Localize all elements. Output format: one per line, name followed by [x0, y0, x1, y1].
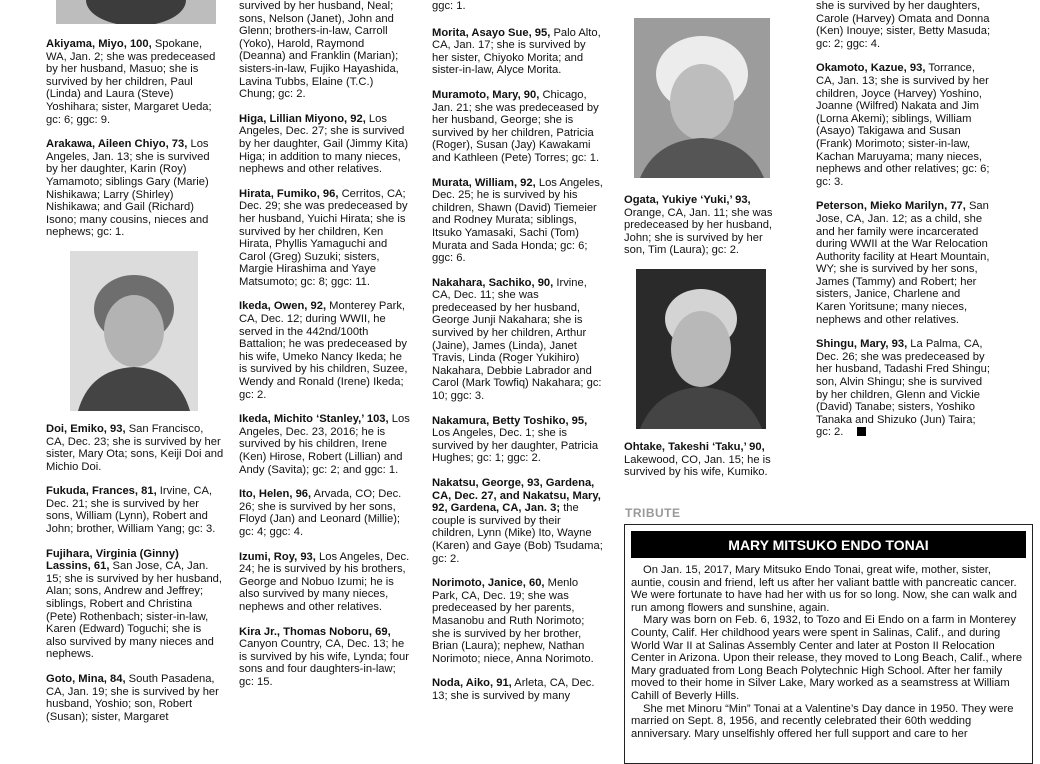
obituary-entry [46, 548, 224, 661]
obituary-name: Ito, Helen, 96, [239, 488, 312, 501]
obituary-text: Orange, CA, Jan. 11; she was predeceased by her husband, John; she is survived by her son, Tim (Laura); gc: 2. [624, 206, 773, 257]
obituary-text: Cerritos, CA; Dec. 29; she was predeceased by her husband, Yuichi Hirata; she is survived by her children, Ken Hirata, Phyllis Yamaguchi and Carol (Greg) Suzuki; sisters, Margie Hirashima and Yaye Matsumoto; gc: 8; ggc: 11. [239, 187, 408, 288]
obituary-text: Los Angeles, Dec. 24; he is survived by his brothers, George and Nobuo Izumi; he is also survived by many nieces, nephews and other relatives. [239, 550, 410, 613]
portrait-photo-fragment [56, 0, 216, 24]
obituary-text: Monterey Park, CA, Dec. 12; during WWII, he served in the 442nd/100th Battalion; he was predeceased by his wife, Umeko Nancy Ikeda; he is survived by his children, Suzee, Wendy and Ronald (Irene) Ikeda; gc: 2. [239, 300, 408, 401]
obituary-text: Palo Alto, CA, Jan. 17; she is survived by her sister, Chiyoko Morita; and sister-in-law, Alyce Morita. [432, 26, 601, 77]
portrait-illustration [634, 18, 770, 178]
tribute-paragraph: She met Minoru “Min” Tonai at a Valentine’s Day dance in 1950. They were married on Sept. 8, 1956, and recently celebrated their 60th wedding anniversary. Mary unselfishly offered her full support and care to her [631, 702, 1014, 740]
obituary-name: Peterson, Mieko Marilyn, 77, [816, 200, 966, 213]
obituary-entry [432, 177, 604, 265]
obituary-name: Ogata, Yukiye ‘Yuki,’ 93, [624, 194, 751, 206]
obituary-text: Lakewood, CO, Jan. 15; he is survived by his wife, Kumiko. [624, 453, 771, 479]
obituary-name: Fukuda, Frances, 81, [46, 485, 157, 498]
obituary-continuation: she is survived by her daughters, Carole (Harvey) Omata and Donna (Ken) Inouye; sister, Betty Masuda; gc: 2; ggc: 4. [816, 0, 991, 50]
obituary-entry [432, 677, 604, 702]
column-5 [816, 0, 992, 451]
obituary-text: Menlo Park, CA, Dec. 19; she was predeceased by her parents, Masanobu and Ruth Norimoto; she is survived by her brother, Brian (Laura); nephew, Nathan Norimoto; niece, Anna Norimoto. [432, 577, 594, 665]
obituary-text: San Francisco, CA, Dec. 23; she is survived by her sister, Mary Ota; sons, Keiji Doi and Michio Doi. [46, 422, 224, 473]
obituary-name: Hirata, Fumiko, 96, [239, 187, 339, 200]
obituary-text: Irvine, CA, Dec. 21; she is survived by her sons, William (Lynn), Robert and John; brother, William Yang; gc: 3. [46, 485, 216, 536]
tribute-title: MARY MITSUKO ENDO TONAI [631, 531, 1026, 558]
obituary-entry [432, 577, 604, 665]
portrait-photo-yukiye-ogata [634, 18, 770, 178]
obituary-text: Canyon Country, CA, Dec. 13; he is survived by his wife, Lynda; four sons and four daughters-in-law; gc: 15. [239, 638, 409, 688]
obituary-name: Muramoto, Mary, 90, [432, 88, 540, 101]
obituary-entry [46, 673, 224, 723]
tribute-paragraph: Mary was born on Feb. 6, 1932, to Tozo and Ei Endo on a farm in Monterey County, Calif. Her childhood years were spent in Salinas, Calif., and during World War II at Salinas Assembly Center and later at Poston II Relocation Center in Arizona. Upon their release, they moved to Long Beach, Calif., where Mary graduated from Long Beach Polytechnic High School. After her family moved to their home in Silver Lake, Mary worked as a seamstress at William Cahill of Beverly Hills. [631, 614, 1023, 702]
obituary-text: Los Angeles, Jan. 13; she is survived by her daughter, Karin (Roy) Yamamoto; siblings Gary (Marie) Nishikawa; Larry (Shirley) Nishikawa; and Gail (Richard) Isono; many cousins, nieces and nephews; gc: 1. [46, 138, 210, 239]
obituary-name: Nakatsu, George, 93, Gardena, CA, Dec. 27, and Nakatsu, Mary, 92, Gardena, CA, Jan. 3; [432, 477, 601, 515]
obituary-entry [432, 477, 604, 565]
obituary-entry [239, 488, 411, 538]
obituary-name: Ikeda, Michito ‘Stanley,’ 103, [239, 413, 389, 426]
obituary-name: Akiyama, Miyo, 100, [46, 38, 152, 50]
obituary-name: Fujihara, Virginia (Ginny) Lassins, 61, [46, 547, 179, 573]
obituary-text: Chicago, Jan. 21; she was predeceased by her husband, George; she is survived by her children, Patricia (Roger), Susan (Jay) Kawakami and Kathleen (Pete) Torres; gc: 1. [432, 88, 600, 164]
obituary-text: Arvada, CO; Dec. 26; she is survived by her sons, Floyd (Jan) and Leonard (Millie); gc: 4; ggc: 4. [239, 488, 402, 538]
obituary-entry [239, 113, 411, 176]
portrait-illustration [636, 269, 766, 429]
obituary-text: Spokane, WA, Jan. 2; she was predeceased by her husband, Masuo; she is survived by her children, Paul (Linda) and Laura (Steve) Yoshihara; sister, Margaret Ueda; gc: 6; ggc: 9. [46, 38, 216, 126]
obituary-entry [624, 194, 784, 257]
obituary-entry [432, 27, 604, 77]
obituary-continuation: ggc: 1. [432, 0, 466, 12]
obituary-entry [432, 277, 604, 403]
obituary-text: San Jose, CA, Jan. 15; she is survived by her husband, Alan; sons, Andrew and Jeffrey; siblings, Robert and Christina (Pete) Rothenbach; sister-in-law, Karen (Edward) Toguchi; she is also survived by many nieces and nephews. [46, 560, 222, 661]
obituary-name: Ohtake, Takeshi ‘Taku,’ 90, [624, 440, 765, 453]
obituary-name: Morita, Asayo Sue, 95, [432, 26, 551, 39]
obituary-text: San Jose, CA, Jan. 12; as a child, she and her family were incarcerated during WWII at the War Relocation Authority facility at Heart Mountain, WY; she is survived by her sons, James (Tammy) and Robert; her sisters, Janice, Charlene and Karen Yoritsune; many nieces, nephews and other relatives. [816, 200, 990, 326]
obituary-text: Torrance, CA, Jan. 13; she is survived by her children, Joyce (Harvey) Yoshino, Joanne (Wilfred) Nakata and Jim (Lorna Akemi); siblings, William (Asayo) Takigawa and Susan (Frank) Morimoto; sister-in-law, Kachan Maruyama; many nieces, nephews and other relatives; gc: 6; gc: 3. [816, 62, 990, 188]
obituary-name: Izumi, Roy, 93, [239, 550, 316, 563]
obituary-entry [432, 89, 604, 165]
portrait-photo-takeshi-ohtake [636, 269, 766, 429]
obituary-name: Norimoto, Janice, 60, [432, 577, 545, 590]
obituary-text: Irvine, CA, Dec. 11; she was predeceased by her husband, George Junji Nakahara; she is survived by her children, Arthur (Jaine), James (Linda), Janet Travis, Linda (Roger Yukihiro) Nakahara, Debbie Labrador and Carol (Mark Towfiq) Nakahara; gc: 10; ggc: 3. [432, 276, 602, 403]
obituary-name: Ikeda, Owen, 92, [239, 300, 327, 313]
obituary-text: Los Angeles, Dec. 1; she is survived by her daughter, Patricia Hughes; gc: 1; ggc: 2. [432, 427, 599, 465]
column-1 [46, 0, 224, 735]
obituary-entry [816, 62, 992, 188]
obituary-text: South Pasadena, CA, Jan. 19; she is survived by her husband, Yoshio; son, Robert (Susan); sister, Margaret [46, 673, 219, 723]
tribute-box [624, 524, 1033, 764]
obituary-name: Okamoto, Kazue, 93, [816, 62, 926, 75]
obituary-text: Los Angeles, Dec. 23, 2016; he is survived by his children, Irene (Ken) Hirose, Robert (Lillian) and Andy (Savita); gc: 2; and ggc: 1. [239, 413, 410, 476]
obituary-entry [239, 300, 411, 401]
obituary-entry [239, 413, 411, 476]
obituary-entry [432, 415, 604, 465]
tribute-body [631, 564, 1026, 740]
portrait-illustration [70, 251, 198, 411]
obituary-name: Higa, Lillian Miyono, 92, [239, 112, 366, 125]
obituary-entry [816, 200, 992, 326]
obituary-entry [46, 38, 224, 126]
obituary-entry [624, 441, 784, 479]
obituary-name: Noda, Aiko, 91, [432, 677, 512, 690]
portrait-photo-emiko-doi [70, 251, 198, 411]
obituary-text: Los Angeles, Dec. 27; she is survived by her daughter, Gail (Jimmy Kita) Higa; in addition to many nieces, nephews and other relatives. [239, 112, 409, 176]
obituary-name: Goto, Mina, 84, [46, 673, 126, 685]
obituary-name: Nakahara, Sachiko, 90, [432, 276, 554, 289]
obituary-name: Shingu, Mary, 93, [816, 338, 908, 351]
obituary-name: Murata, William, 92, [432, 176, 536, 189]
column-2 [239, 0, 411, 701]
obituary-entry [46, 138, 224, 239]
obituary-continuation: survived by her husband, Neal; sons, Nelson (Janet), John and Glenn; brothers-in-law, Carroll (Yoko), Harold, Raymond (Deanna) and Franklin (Marian); sisters-in-law, Fujiko Hayashida, Lavina Tubbs, Elaine (T.C.) Chung; gc: 2. [239, 0, 399, 101]
portrait-photo-top-left [56, 0, 216, 24]
obituary-entry [239, 551, 411, 614]
column-3 [432, 0, 604, 715]
obituary-name: Arakawa, Aileen Chiyo, 73, [46, 138, 188, 151]
tribute-section-label: TRIBUTE [625, 506, 681, 520]
obituary-entry [46, 485, 224, 535]
obituary-text: Arleta, CA, Dec. 13; she is survived by many [432, 677, 595, 702]
column-4 [624, 0, 784, 491]
obituary-name: Nakamura, Betty Toshiko, 95, [432, 414, 588, 427]
obituary-entry [816, 338, 992, 439]
tribute-paragraph: On Jan. 15, 2017, Mary Mitsuko Endo Tonai, great wife, mother, sister, auntie, cousin and friend, left us after her valiant battle with pancreatic cancer. We were fortunate to have had her with us for so long. Now, she can walk and run among flowers and sunshine, again. [631, 564, 1017, 614]
obituary-text: the couple is survived by their children, Lynn (Mike) Ito, Wayne (Karen) and Gaye (Bob) Tsudama; gc: 2. [432, 502, 603, 565]
obituary-name: Kira Jr., Thomas Noboru, 69, [239, 625, 391, 638]
obituary-text: Los Angeles, Dec. 25; he is survived by his children, Shawn (David) Tiemeier and Rodney Murata; siblings, Itsuko Yamasaki, Sachi (Tom) Murata and Sada Honda; gc: 6; ggc: 6. [432, 176, 603, 265]
obituary-entry [46, 423, 224, 473]
obituary-entry [239, 626, 411, 689]
end-of-section-mark [857, 427, 866, 436]
obituary-name: Doi, Emiko, 93, [46, 422, 126, 435]
obituary-entry [239, 188, 411, 289]
obituary-text: La Palma, CA, Dec. 26; she was predeceased by her husband, Tadashi Fred Shingu; son, Alvin Shingu; she is survived by her children, Glenn and Vickie (David) Tanabe; sisters, Yoshiko Tanaka and Shizuko (Jun) Taira; gc: 2. [816, 338, 990, 439]
